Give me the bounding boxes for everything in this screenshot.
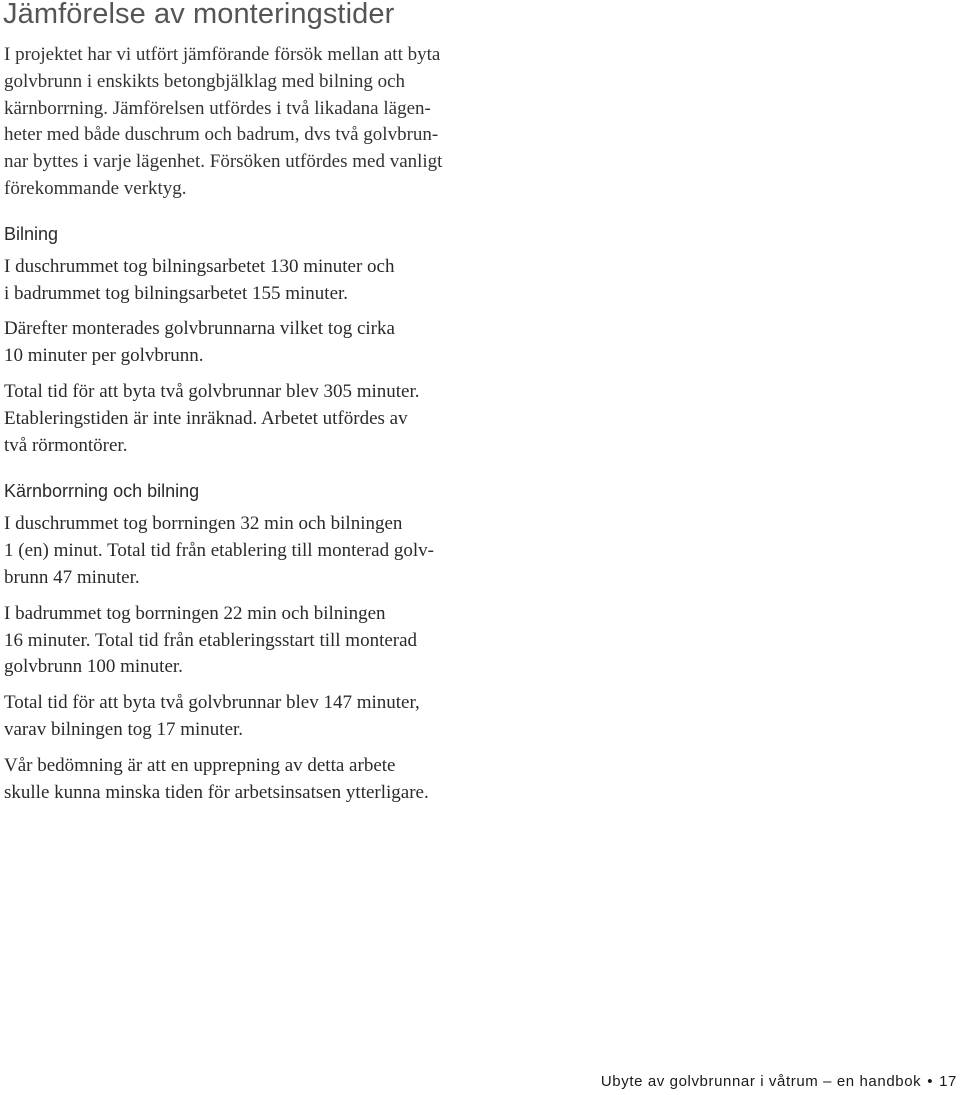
page-title: Jämförelse av monteringstider — [3, 0, 395, 30]
text-line: 10 minuter per golvbrunn. — [4, 345, 204, 367]
text-line: nar byttes i varje lägenhet. Försöken utfördes med vanligt — [4, 151, 443, 173]
section-heading-karnborrning: Kärnborrning och bilning — [4, 481, 200, 502]
page-footer — [601, 1073, 957, 1091]
section-heading-bilning: Bilning — [4, 223, 59, 244]
text-line: I badrummet tog borrningen 22 min och bilningen — [4, 602, 386, 624]
text-line: Därefter monterades golvbrunnarna vilket tog cirka — [4, 318, 395, 340]
body-column — [4, 42, 474, 806]
text-line: I duschrummet tog bilningsarbetet 130 minuter och — [4, 255, 395, 277]
page-number: 17 — [939, 1073, 957, 1090]
footer-title: Ubyte av golvbrunnar i våtrum – en handbok — [600, 1073, 922, 1090]
bullet-separator: • — [927, 1073, 934, 1090]
bilning-paragraph-3 — [4, 379, 474, 459]
text-line: Vår bedömning är att en upprepning av detta arbete — [4, 754, 396, 776]
text-line: I duschrummet tog borrningen 32 min och bilningen — [4, 513, 403, 535]
text-line: heter med både duschrum och badrum, dvs två golvbrun- — [4, 124, 439, 146]
text-line: brunn 47 minuter. — [4, 566, 140, 588]
bilning-paragraph-2 — [4, 316, 474, 370]
text-line: golvbrunn i enskikts betongbjälklag med bilning och — [4, 70, 406, 92]
karnborrning-paragraph-4 — [4, 753, 474, 807]
text-line: i badrummet tog bilningsarbetet 155 minuter. — [4, 282, 349, 304]
text-line: 1 (en) minut. Total tid från etablering till monterad golv- — [4, 540, 434, 562]
text-line: Total tid för att byta två golvbrunnar blev 305 minuter. — [4, 380, 420, 402]
text-line: skulle kunna minska tiden för arbetsinsatsen ytterligare. — [4, 781, 429, 803]
text-line: I projektet har vi utfört jämförande försök mellan att byta — [4, 44, 441, 65]
text-line: varav bilningen tog 17 minuter. — [4, 718, 244, 740]
karnborrning-paragraph-3 — [4, 690, 474, 744]
text-line: förekommande verktyg. — [4, 177, 187, 199]
text-line: Total tid för att byta två golvbrunnar blev 147 minuter, — [4, 692, 420, 714]
bilning-paragraph-1 — [4, 254, 474, 308]
text-line: två rörmontörer. — [4, 434, 128, 456]
karnborrning-paragraph-2 — [4, 601, 474, 681]
text-line: golvbrunn 100 minuter. — [4, 656, 183, 678]
text-line: 16 minuter. Total tid från etableringsstart till monterad — [4, 629, 418, 651]
intro-paragraph — [4, 42, 474, 203]
text-line: Etableringstiden är inte inräknad. Arbetet utfördes av — [4, 407, 408, 429]
text-line: kärnborrning. Jämförelsen utfördes i två likadana lägen- — [4, 97, 431, 119]
karnborrning-paragraph-1 — [4, 511, 474, 591]
